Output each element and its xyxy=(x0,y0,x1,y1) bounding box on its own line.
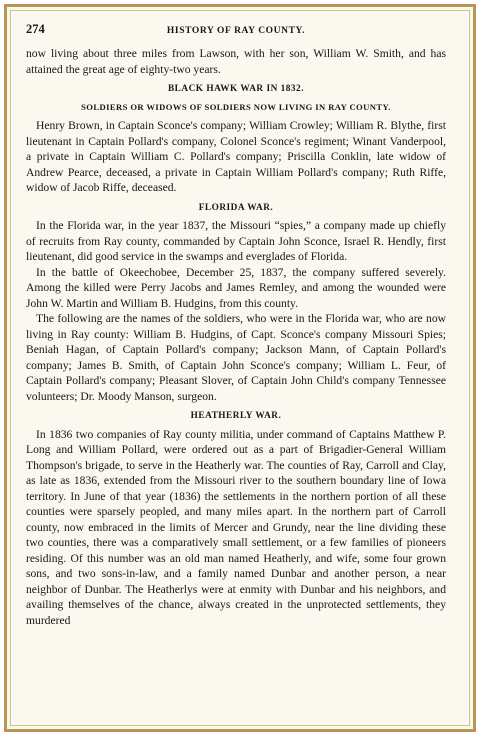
florida-paragraph-3: The following are the names of the soldiers, who were in the Florida war, who are now living in Ray county: William B. Hudgins, of Capt. Sconce's company Missouri Spies; Beniah Hagan, of Captain Pollard's company; Jackson Mann, of Captain Pollard's company; James B. Smith, of Captain John Sconce's company; William L. Feur, of Captain Pollard's company; Pleasant Slover, of Captain John Child's company Tennessee volunteers; Dr. Moody Manson, surgeon. xyxy=(26,312,446,403)
black-hawk-paragraph: Henry Brown, in Captain Sconce's company; William Crowley; William R. Blythe, first lieutenant in Captain Pollard's company, Colonel Sconce's regiment; Winant Vanderpool, a private in Captain William C. Pollard's company; Priscilla Conklin, late widow of Andrew Pearce, deceased, a private in Captain William Pollard's company; Ruth Riffe, widow of Jacob Riffe, deceased. xyxy=(26,119,446,194)
running-title: HISTORY OF RAY COUNTY. xyxy=(166,26,306,36)
florida-heading: FLORIDA WAR. xyxy=(198,202,274,213)
heatherly-heading: HEATHERLY WAR. xyxy=(190,411,282,421)
heatherly-paragraph: In 1836 two companies of Ray county militia, under command of Captains Matthew P. Long and William Pollard, were ordered out as a part of Brigadier-General William Thompson's brigade, to serve in the Heatherly war. The counties of Ray, Carroll and Clay, as late as 1836, extended from the Missouri river to the southern boundary line of Iowa territory. In June of that year (1836) the settlements in the northern portion of all these counties were sparsely peopled, and many miles apart. In the northern part of Carroll county, now embraced in the limits of Mercer and Grundy, near the line dividing these two counties, there was a comparatively small settlement, or a few families of pioneers residing. Of this number was an old man named Heatherly, and wife, some four grown sons, and two sons-in-law, and a family named Dunbar and another person, a near neighbor of Dunbar. The Heatherlys were at enmity with Dunbar and his neighbors, and availing themselves of the chance, always created in the unprotected settlements, they murdered xyxy=(26,427,446,627)
running-head xyxy=(26,22,446,40)
book-page xyxy=(26,22,446,628)
florida-paragraph-1: In the Florida war, in the year 1837, the Missouri “spies,” a company made up chiefly of recruits from Ray county, commanded by Captain John Sconce, Israel R. Hendly, first lieutenant, did good service in the swamps and everglades of Florida. xyxy=(26,219,446,263)
black-hawk-subheading: SOLDIERS OR WIDOWS OF SOLDIERS NOW LIVING IN RAY COUNTY. xyxy=(81,101,391,112)
black-hawk-heading: BLACK HAWK WAR IN 1832. xyxy=(167,84,305,94)
florida-paragraph-2: In the battle of Okeechobee, December 25, 1837, the company suffered severely. Among the killed were Perry Jacobs and James Remley, and among the wounded were John W. Martin and William B. Hudgins, from this county. xyxy=(26,265,446,310)
page-number: 274 xyxy=(26,22,45,36)
opening-paragraph: now living about three miles from Lawson, with her son, William W. Smith, and has attained the great age of eighty-two years. xyxy=(26,47,446,76)
